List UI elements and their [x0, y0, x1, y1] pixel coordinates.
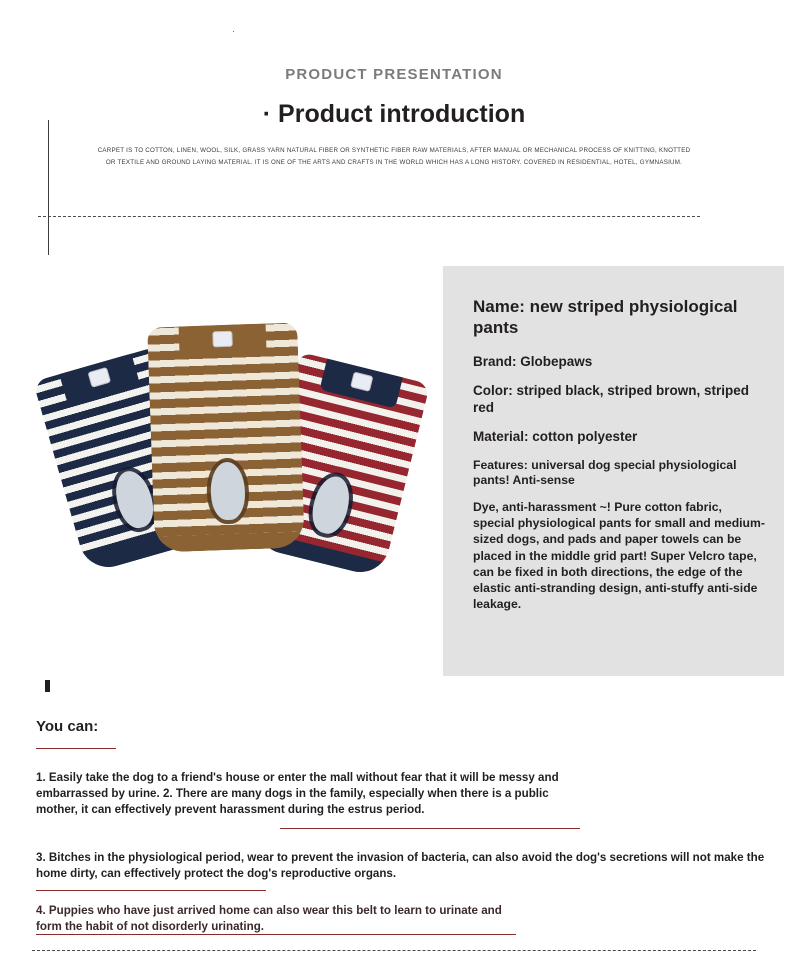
benefit-item-3: 3. Bitches in the physiological period, wear to prevent the invasion of bacteria, can also avoid the dog's secretions will not make the home dirty, can effectively protect the dog's reproductive organs.: [36, 851, 765, 880]
accent-rule-3: [36, 934, 516, 935]
page-title: · Product introduction: [262, 100, 526, 128]
spec-features: Features: universal dog special physiological pants! Anti-sense: [473, 457, 737, 488]
header-subcopy: CARPET IS TO COTTON, LINEN, WOOL, SILK, GRASS YARN NATURAL FIBER OR SYNTHETIC FIBER RAW MATERIALS, AFTER MANUAL OR MECHANICAL PROCESS OF KNITTING, KNOTTED OR TEXTILE AND GROUND LAYING MATERIAL. IT IS ONE OF THE ARTS AND CRAFTS IN THE WORLD WHICH HAS A LONG HISTORY. COVERED IN RESIDENTIAL, HOTEL, GYMNASIUM.: [97, 147, 691, 167]
brand-tab-brown: [212, 331, 233, 348]
divider-top: [38, 216, 700, 217]
spec-description: Dye, anti-harassment ~! Pure cotton fabric, special physiological pants for small and medium-sized dogs, and pads and paper towels can be placed in the middle grid part! Super Velcro tape, can be fixed in both directions, the edge of the elastic anti-stranding design, anti-stuffy anti-side leakage.: [473, 500, 765, 611]
divider-bottom: [32, 950, 756, 951]
spec-material: Material: cotton polyester: [473, 429, 638, 445]
product-photo: [36, 255, 436, 680]
spec-panel: [443, 266, 784, 676]
corner-mark: ·: [232, 26, 236, 36]
accent-rule-1: [280, 828, 580, 829]
benefit-item-4: 4. Puppies who have just arrived home can also wear this belt to learn to urinate and form the habit of not disorderly urinating.: [36, 904, 502, 933]
product-variant-brown: [147, 322, 305, 552]
benefits-heading-underline: [36, 748, 116, 749]
spec-brand: Brand: Globepaws: [473, 353, 593, 369]
benefit-item-1: 1. Easily take the dog to a friend's house or enter the mall without fear that it will be messy and embarrassed by urine. 2. There are many dogs in the family, especially when there is a public mother, it can effectively prevent harassment during the estrus period.: [36, 771, 559, 816]
spec-product-name: Name: new striped physiological pants: [473, 297, 738, 338]
spec-color: Color: striped black, striped brown, striped red: [473, 382, 750, 416]
accent-rule-2: [36, 890, 266, 891]
section-eyebrow: PRODUCT PRESENTATION: [285, 66, 503, 83]
benefits-heading: You can:: [36, 718, 99, 735]
